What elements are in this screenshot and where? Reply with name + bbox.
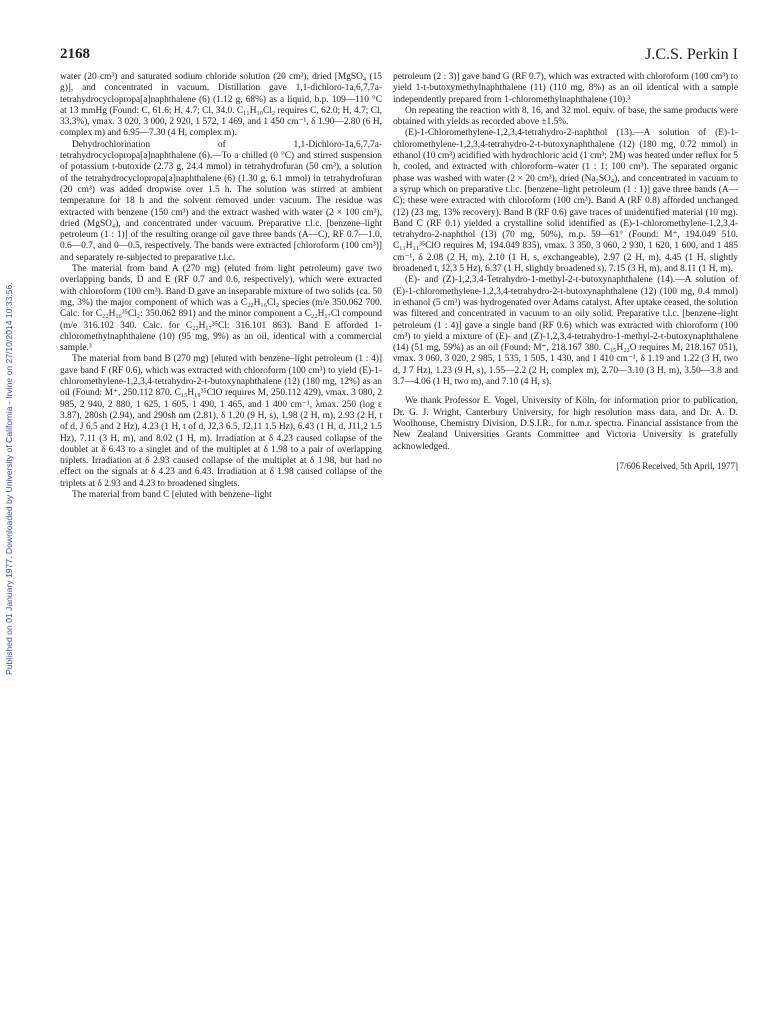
- paragraph: petroleum (2 : 3)] gave band G (RF 0.7), which was extracted with chloroform (100 cm³) to yield 1-t-butoxymethylnaphthalene (11) (110 mg, 8%) as an oil identical with a sample independently prepared from 1-chloromethylnaphthalene (10).³: [393, 72, 738, 105]
- received-date: [7/606 Received, 5th April, 1977]: [616, 460, 738, 471]
- download-watermark: [4, 175, 18, 675]
- paragraph: The material from band B (270 mg) [eluted with benzene–light petroleum (1 : 4)] gave band F (RF 0.6), which was extracted with chloroform (100 cm³) to yield (E)-1-chloromethylene-1,2,3,4-tetrahydro-2-t-butoxynaphthalene (12) (180 mg, 12%) as an oil (Found: M⁺, 250.112 870. C₁₅H₁₉³⁵ClO requires M, 250.112 429), νmax. 3 080, 2 985, 2 940, 2 880, 1 625, 1 605, 1 490, 1 465, and 1 400 cm⁻¹, λmax. 250 (log ε 3.87), 280sh (2.94), and 290sh nm (2.81), δ 1.20 (9 H, s), 1.98 (2 H, m), 2.93 (2 H, t of d, J 6.5 and 2 Hz), 4.23 (1 H, t of d, J2,3 6.5, J2,11 1.5 Hz), 6.43 (1 H, d, J11,2 1.5 Hz), 7.11 (3 H, m), and 8.02 (1 H, m). Irradiation at δ 4.23 caused collapse of the doublet at δ 6.43 to a singlet and of the multiplet at δ 1.98 to a pair of overlapping triplets. Irradiation at δ 2.93 caused collapse of the multiplet at δ 1.98, but had no effect on the signals at δ 4.23 and 6.43. Irradiation at δ 1.98 caused collapse of the triplets at δ 2.93 and 4.23 to broadened singlets.: [60, 354, 382, 489]
- page-number: 2168: [60, 46, 90, 62]
- paragraph: On repeating the reaction with 8, 16, and 32 mol. equiv. of base, the same products were obtained with yields as recorded above ±1.5%.: [393, 105, 738, 128]
- paragraph: water (20 cm³) and saturated sodium chloride solution (20 cm³), dried [MgSO₄ (15 g)], and concentrated in vacuum. Distillation gave 1,1-dichloro-1a,6,7,7a-tetrahydrocyclopropa[a]naphthalene (6) (1.12 g, 68%) as a liquid, b.p. 109—110 °C at 13 mmHg (Found: C, 61.6; H, 4.7; Cl, 34.0. C₁₁H₁₀Cl₂ requires C, 62.0; H, 4.7; Cl, 33.3%), νmax. 3 020, 3 000, 2 920, 1 572, 1 469, and 1 450 cm⁻¹, δ 1.90—2.80 (6 H, complex m) and 6.95—7.30 (4 H, complex m).: [60, 72, 382, 139]
- download-watermark-text: Published on 01 January 1977. Downloaded by University of California - Irvine on 27/10/2014 10:33:56.: [4, 282, 14, 675]
- paragraph: Dehydrochlorination of 1,1-Dichloro-1a,6,7,7a-tetrahydrocyclopropa[a]naphthalene (6).—To a chilled (0 °C) and stirred suspension of potassium t-butoxide (2.73 g, 24.4 mmol) in tetrahydrofuran (50 cm³), a solution of the tetrahydrocyclopropa[a]naphthalene (6) (1.30 g, 6.1 mmol) in tetrahydrofuran (20 cm³) was added dropwise over 1.5 h. The solution was stirred at ambient temperature for 18 h and the solvent removed under vacuum. The residue was extracted with benzene (150 cm³) and the extract washed with water (2 × 100 cm³), dried (MgSO₄), and concentrated under vacuum. Preparative t.l.c. [benzene–light petroleum (1 : 1)] of the resulting orange oil gave three bands (A—C), RF 0.7—1.0, 0.6—0.7, and 0—0.5, respectively. The bands were extracted [chloroform (100 cm³)] and separately re-subjected to preparative t.l.c.: [60, 139, 382, 263]
- journal-title: J.C.S. Perkin I: [645, 46, 738, 63]
- page-header: [60, 46, 738, 68]
- left-column: [60, 72, 382, 501]
- paragraph: (E)-1-Chloromethylene-1,2,3,4-tetrahydro-2-naphthol (13).—A solution of (E)-1-chloromethylene-1,2,3,4-tetrahydro-2-t-butoxynaphthalene (12) (180 mg, 0.72 mmol) in ethanol (10 cm³) acidified with hydrochloric acid (1 cm³; 2M) was heated under reflux for 5 h, cooled, and extracted with chloroform–water (1 : 1; 100 cm³). The separated organic phase was washed with water (2 × 20 cm³), dried (Na₂SO₄), and concentrated in vacuum to a syrup which on preparative t.l.c. [benzene–light petroleum (1 : 1)] gave three bands (A—C); these were extracted with chloroform (100 cm³). Band A (RF 0.8) afforded unchanged (12) (23 mg, 13% recovery). Band B (RF 0.6) gave traces of unidentified material (10 mg). Band C (RF 0.1) yielded a crystalline solid identified as (E)-1-chloromethylene-1,2,3,4-tetrahydro-2-naphthol (13) (70 mg, 50%), m.p. 59—61° (Found: M⁺, 194.049 510. C₁₁H₁₁³⁵ClO requires M, 194.049 835), νmax. 3 350, 3 060, 2 930, 1 620, 1 600, and 1 485 cm⁻¹, δ 2.08 (2 H, m), 2.10 (1 H, s, exchangeable), 2.97 (2 H, m), 4.45 (1 H, slightly broadened t, J2,3 5 Hz), 6.37 (1 H, slightly broadened s), 7.15 (3 H, m), and 8.11 (1 H, m).: [393, 128, 738, 275]
- right-column: [393, 72, 738, 472]
- paragraph: (E)- and (Z)-1,2,3,4-Tetrahydro-1-methyl-2-t-butoxynaphthalene (14).—A solution of (E)-1-chloromethylene-1,2,3,4-tetrahydro-2-t-butoxynaphthalene (12) (100 mg, 0.4 mmol) in ethanol (5 cm³) was hydrogenated over Adams catalyst. After uptake ceased, the solution was filtered and concentrated in vacuum to an oily solid. Preparative t.l.c. [benzene–light petroleum (1 : 4)] gave a single band (RF 0.6) which was extracted with chloroform (100 cm³) to yield a mixture of (E)- and (Z)-1,2,3,4-tetrahydro-1-methyl-2-t-butoxynaphthalene (14) (51 mg, 59%) as an oil (Found: M⁺, 218.167 380. C₁₅H₂₂O requires M, 218.167 051), νmax. 3 060, 3 020, 2 985, 1 535, 1 505, 1 430, and 1 410 cm⁻¹, δ 1.19 and 1.22 (3 H, two d, J 7 Hz), 1.23 (9 H, s), 1.55—2.2 (2 H, complex m), 2.70—3.10 (3 H, m), 3.50—3.8 and 3.7—4.06 (1 H, two m), and 7.10 (4 H, s).: [393, 275, 738, 388]
- paragraph: The material from band C [eluted with benzene–light: [72, 489, 272, 500]
- acknowledgements: We thank Professor E. Vogel, University of Köln, for information prior to publication, Dr. G. J. Wright, Canterbury University, for high resolution mass data, and Dr. A. D. Woolhouse, Chemistry Division, D.S.I.R., for n.m.r. spectra. Financial assistance from the New Zealand Universities Grants Committee and Victoria University is gratefully acknowledged.: [393, 396, 738, 452]
- paragraph: The material from band A (270 mg) (eluted from light petroleum) gave two overlapping bands, D and E (RF 0.7 and 0.6, respectively), which were extracted with chloroform (100 cm³). Band D gave an inseparable mixture of two solids (ca. 50 mg, 3%) the major component of which was a C₂₂H₁₆Cl₂ species (m/e 350.062 700. Calc. for C₂₂H₁₆³⁵Cl₂: 350.062 891) and the minor component a C₂₂H₁₇Cl compound (m/e 316.102 340. Calc. for C₂₂H₁₇³⁵Cl: 316.101 863). Band E afforded 1-chloromethylnaphthalene (10) (95 mg, 9%) as an oil, identical with a commercial sample.³: [60, 264, 382, 354]
